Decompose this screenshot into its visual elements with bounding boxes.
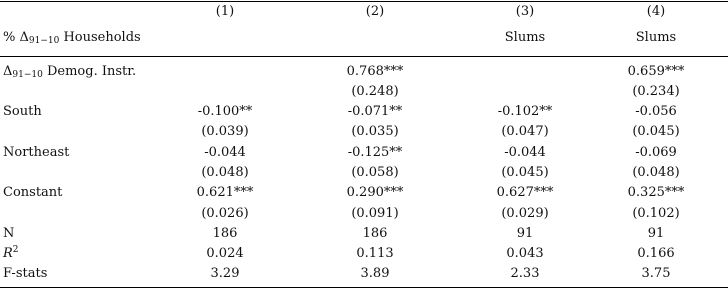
stat-cell: 0.166	[637, 246, 675, 261]
se-cell: (0.048)	[201, 165, 249, 180]
coef-cell: -0.100**	[197, 104, 253, 119]
se-cell: (0.039)	[201, 124, 249, 139]
se-cell: (0.234)	[632, 84, 680, 99]
se-cell: (0.058)	[351, 165, 399, 180]
se-cell: (0.091)	[351, 206, 399, 221]
se-cell: (0.248)	[351, 84, 399, 99]
se-cell: (0.045)	[632, 124, 680, 139]
se-cell: (0.048)	[632, 165, 680, 180]
coef-cell: -0.044	[504, 145, 546, 160]
row-label-constant: Constant	[3, 185, 63, 200]
se-cell: (0.029)	[501, 206, 549, 221]
stat-cell: 3.75	[641, 266, 671, 281]
se-cell: (0.102)	[632, 206, 680, 221]
stat-cell: 2.33	[510, 266, 540, 281]
stat-cell: 91	[647, 226, 665, 241]
se-cell: (0.047)	[501, 124, 549, 139]
stat-cell: 0.043	[506, 246, 544, 261]
col-number-4: (4)	[646, 4, 666, 19]
coef-cell: -0.069	[635, 145, 677, 160]
coef-cell: -0.044	[204, 145, 246, 160]
row-label-south: South	[3, 104, 42, 119]
stat-label-n: N	[3, 226, 15, 241]
stat-cell: 91	[516, 226, 534, 241]
stat-cell: 186	[362, 226, 388, 241]
stat-cell: 0.113	[356, 246, 394, 261]
stat-cell: 3.89	[360, 266, 390, 281]
bottom-rule	[0, 287, 728, 288]
coef-cell: 0.290***	[346, 185, 404, 200]
coef-cell: 0.659***	[627, 64, 685, 79]
col-number-2: (2)	[365, 4, 385, 19]
coef-cell: -0.102**	[497, 104, 553, 119]
coef-cell: 0.768***	[346, 64, 404, 79]
coef-cell: 0.621***	[196, 185, 254, 200]
sample-label-3: Slums	[504, 30, 546, 45]
col-number-1: (1)	[215, 4, 235, 19]
header-rule	[0, 56, 728, 57]
dependent-variable-label: % $\Delta_{91-10}$ Households	[3, 30, 141, 46]
se-cell: (0.035)	[351, 124, 399, 139]
coef-cell: 0.627***	[496, 185, 554, 200]
row-label-northeast: Northeast	[3, 145, 70, 160]
stat-label-r-squared: $R^2$	[3, 245, 19, 261]
coef-cell: -0.071**	[347, 104, 403, 119]
sample-label-4: Slums	[635, 30, 677, 45]
se-cell: (0.045)	[501, 165, 549, 180]
col-number-3: (3)	[515, 4, 535, 19]
top-rule	[0, 1, 728, 2]
se-cell: (0.026)	[201, 206, 249, 221]
coef-cell: -0.125**	[347, 145, 403, 160]
coef-cell: 0.325***	[627, 185, 685, 200]
stat-cell: 3.29	[210, 266, 240, 281]
row-label-demog-instr: $\Delta_{91-10}$ Demog. Instr.	[3, 64, 137, 80]
stat-label-f-stats: F-stats	[3, 266, 48, 281]
coef-cell: -0.056	[635, 104, 677, 119]
stat-cell: 186	[212, 226, 238, 241]
stat-cell: 0.024	[206, 246, 244, 261]
